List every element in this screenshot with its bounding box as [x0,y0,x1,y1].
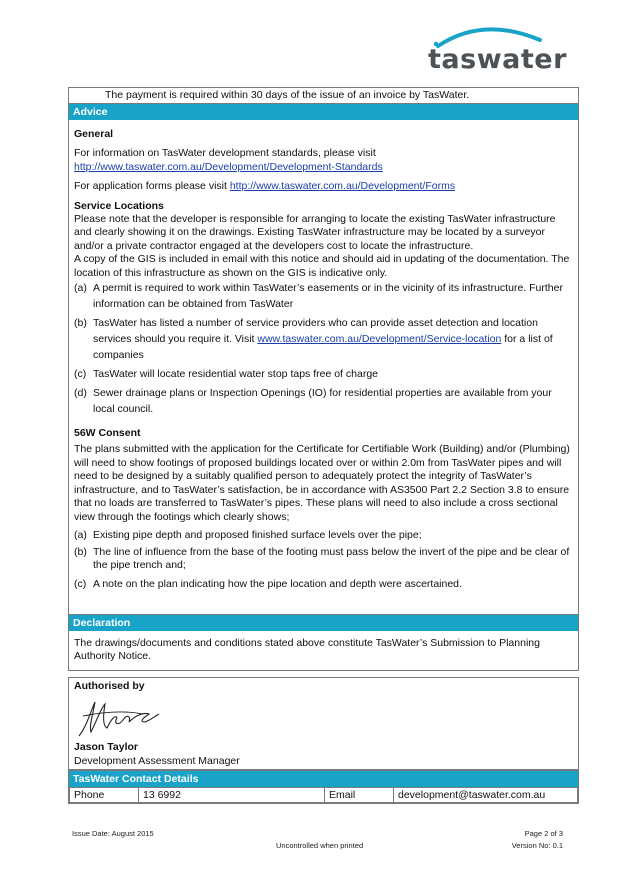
logo-wordmark: taswater [428,44,567,75]
declaration-text: The drawings/documents and conditions stated above constitute TasWater’s Submission to Planning Authority Notice. [74,637,540,663]
service-paragraph-2: A copy of the GIS is included in email with this notice and should aid in updating of the documentation. The location of this infrastructure as shown on the GIS is indicative only. [74,253,570,279]
taswater-logo [428,22,567,76]
consent-paragraph: The plans submitted with the application for the Certificate for Certifiable Work (Building) and/or (Plumbing) will need to show footings of proposed buildings located over or within 2.0m from TasWater pipes and will need to be designed by a suitably qualified person to adequately protect the integrity of TasWater’s infrastructure, and to TasWater’s satisfaction, be in accordance with AS3500 Part 2.2 Section 3.8 to ensure that no loads are transferred to TasWater’s pipes. These plans will need to also include a cross sectional view through the footings which clearly shows; [74,443,570,523]
forms-paragraph [74,180,573,193]
authorised-heading: Authorised by [74,680,145,692]
consent-heading: 56W Consent [74,427,141,440]
page-number: Page 2 of 3 [524,829,563,838]
general-heading: General [74,128,114,140]
forms-text: For application forms please visit [74,180,227,193]
general-text: For information on TasWater development standards, please visit [74,147,376,160]
version-number: Version No: 0.1 [511,841,563,850]
phone-label: Phone [70,788,139,803]
list-item: (c) A note on the plan indicating how the pipe location and depth were ascertained. [74,577,462,590]
contact-details [68,770,579,804]
signatory-name: Jason Taylor [74,741,138,753]
list-item: (a) A permit is required to work within TasWater’s easements or in the vicinity of its infrastructure. Further information can be obtained from TasWater [74,282,563,311]
email-label: Email [325,788,394,803]
consent-list [74,527,573,592]
general-paragraph [74,147,573,174]
list-item: (b) TasWater has listed a number of service providers who can provide asset detection and location services should you require it. Visit www.taswater.com.au/Development/Service-location for a list of companies [74,317,553,362]
development-standards-link[interactable]: http://www.taswater.com.au/Development/Development-Standards [74,160,383,173]
service-locations-heading: Service Locations [74,199,164,212]
forms-link[interactable]: http://www.taswater.com.au/Development/Forms [229,180,456,193]
email-value[interactable]: development@taswater.com.au [394,788,578,803]
advice-frame [68,87,579,671]
signature-icon [73,696,163,740]
service-paragraph-1: Please note that the developer is responsible for arranging to locate the existing TasWater infrastructure and clearly showing it on the drawings. Existing TasWater infrastructure may be located by a surveyor and/or a private contractor engaged at the developers cost to locate the infrastructure. [74,213,556,252]
service-location-link[interactable]: www.taswater.com.au/Development/Service-location [257,333,502,346]
payment-note: The payment is required within 30 days of the issue of an invoice by TasWater. [69,88,578,104]
declaration-header: Declaration [69,615,578,631]
declaration-section [69,614,578,664]
contact-header: TasWater Contact Details [69,771,578,787]
advice-header: Advice [69,104,578,120]
list-item: (b) The line of influence from the base of the footing must pass below the invert of the pipe and be clear of the pipe trench and; [74,545,570,572]
authorised-frame [68,677,579,770]
contact-table [69,787,578,803]
issue-date: Issue Date: August 2015 [72,829,154,838]
list-item: (a) Existing pipe depth and proposed finished surface levels over the pipe; [74,528,422,541]
uncontrolled-note: Uncontrolled when printed [276,841,364,850]
advice-content [69,120,578,592]
service-list [74,280,573,417]
table-row [70,788,578,803]
list-item: (c) TasWater will locate residential water stop taps free of charge [74,368,378,381]
phone-value: 13 6992 [139,788,325,803]
signatory-role: Development Assessment Manager [74,755,240,767]
list-item: (d) Sewer drainage plans or Inspection Openings (IO) for residential properties are available from your local council. [74,387,552,416]
